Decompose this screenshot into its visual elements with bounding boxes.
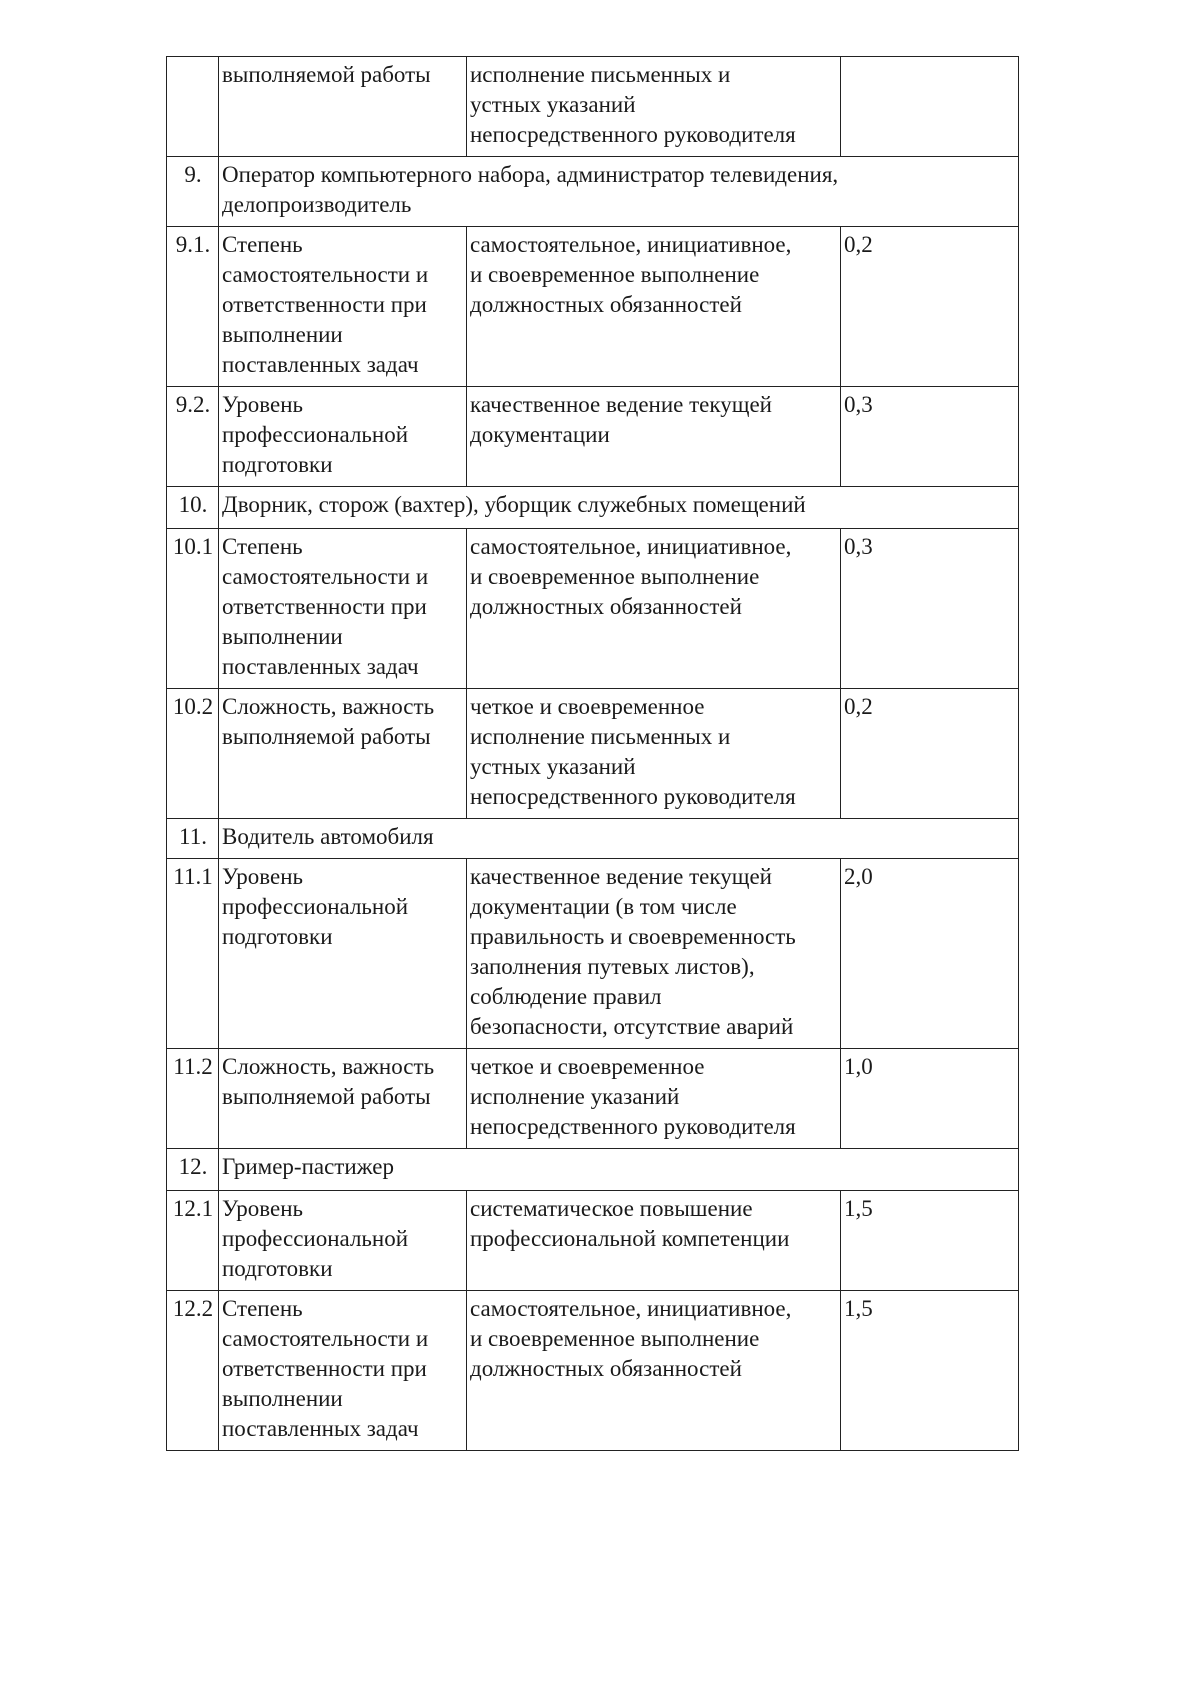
row-number xyxy=(167,57,219,157)
row-number: 11.2 xyxy=(167,1049,219,1149)
criterion-description: четкое и своевременное исполнение письменных и устных указаний непосредственного руководителя xyxy=(467,689,841,819)
criterion-description: самостоятельное, инициативное, и своевременное выполнение должностных обязанностей xyxy=(467,529,841,689)
criterion-description: четкое и своевременное исполнение указаний непосредственного руководителя xyxy=(467,1049,841,1149)
row-number: 11.1 xyxy=(167,859,219,1049)
criterion-name: Степень самостоятельности и ответственности при выполнении поставленных задач xyxy=(219,1291,467,1451)
table-row xyxy=(167,1049,1019,1149)
table-row xyxy=(167,859,1019,1049)
criterion-name: Уровень профессиональной подготовки xyxy=(219,859,467,1049)
row-number: 9.1. xyxy=(167,227,219,387)
criterion-name: Степень самостоятельности и ответственности при выполнении поставленных задач xyxy=(219,227,467,387)
criterion-value: 1,0 xyxy=(841,1049,1019,1149)
row-number: 9.2. xyxy=(167,387,219,487)
criterion-name: Уровень профессиональной подготовки xyxy=(219,387,467,487)
criterion-value: 0,3 xyxy=(841,387,1019,487)
criterion-description: исполнение письменных и устных указаний непосредственного руководителя xyxy=(467,57,841,157)
group-number: 11. xyxy=(167,819,219,859)
criterion-value: 2,0 xyxy=(841,859,1019,1049)
criterion-name: Сложность, важность выполняемой работы xyxy=(219,689,467,819)
group-title: Дворник, сторож (вахтер), уборщик служебных помещений xyxy=(219,487,1019,529)
group-title: Гример-пастижер xyxy=(219,1149,1019,1191)
row-number: 10.1 xyxy=(167,529,219,689)
group-title: Оператор компьютерного набора, администратор телевидения, делопроизводитель xyxy=(219,157,1019,227)
criterion-description: качественное ведение текущей документации xyxy=(467,387,841,487)
criteria-table xyxy=(166,56,1019,1451)
table-row xyxy=(167,1291,1019,1451)
group-row xyxy=(167,819,1019,859)
criterion-value: 0,2 xyxy=(841,689,1019,819)
row-number: 12.2 xyxy=(167,1291,219,1451)
table-row xyxy=(167,529,1019,689)
table-row xyxy=(167,1191,1019,1291)
criterion-value xyxy=(841,57,1019,157)
row-number: 10.2 xyxy=(167,689,219,819)
criterion-description: самостоятельное, инициативное, и своевременное выполнение должностных обязанностей xyxy=(467,1291,841,1451)
criterion-name: Степень самостоятельности и ответственности при выполнении поставленных задач xyxy=(219,529,467,689)
criterion-value: 1,5 xyxy=(841,1291,1019,1451)
criterion-description: самостоятельное, инициативное, и своевременное выполнение должностных обязанностей xyxy=(467,227,841,387)
group-row xyxy=(167,1149,1019,1191)
group-number: 9. xyxy=(167,157,219,227)
group-row xyxy=(167,157,1019,227)
group-title: Водитель автомобиля xyxy=(219,819,1019,859)
criterion-description: качественное ведение текущей документации (в том числе правильность и своевременность заполнения путевых листов), соблюдение правил безопасности, отсутствие аварий xyxy=(467,859,841,1049)
criterion-value: 0,3 xyxy=(841,529,1019,689)
table-row xyxy=(167,689,1019,819)
criterion-value: 1,5 xyxy=(841,1191,1019,1291)
table-row xyxy=(167,387,1019,487)
criterion-description: систематическое повышение профессиональной компетенции xyxy=(467,1191,841,1291)
table-row xyxy=(167,57,1019,157)
table-row xyxy=(167,227,1019,387)
group-number: 12. xyxy=(167,1149,219,1191)
criterion-name: выполняемой работы xyxy=(219,57,467,157)
group-number: 10. xyxy=(167,487,219,529)
row-number: 12.1 xyxy=(167,1191,219,1291)
group-row xyxy=(167,487,1019,529)
criterion-name: Сложность, важность выполняемой работы xyxy=(219,1049,467,1149)
criterion-value: 0,2 xyxy=(841,227,1019,387)
criterion-name: Уровень профессиональной подготовки xyxy=(219,1191,467,1291)
